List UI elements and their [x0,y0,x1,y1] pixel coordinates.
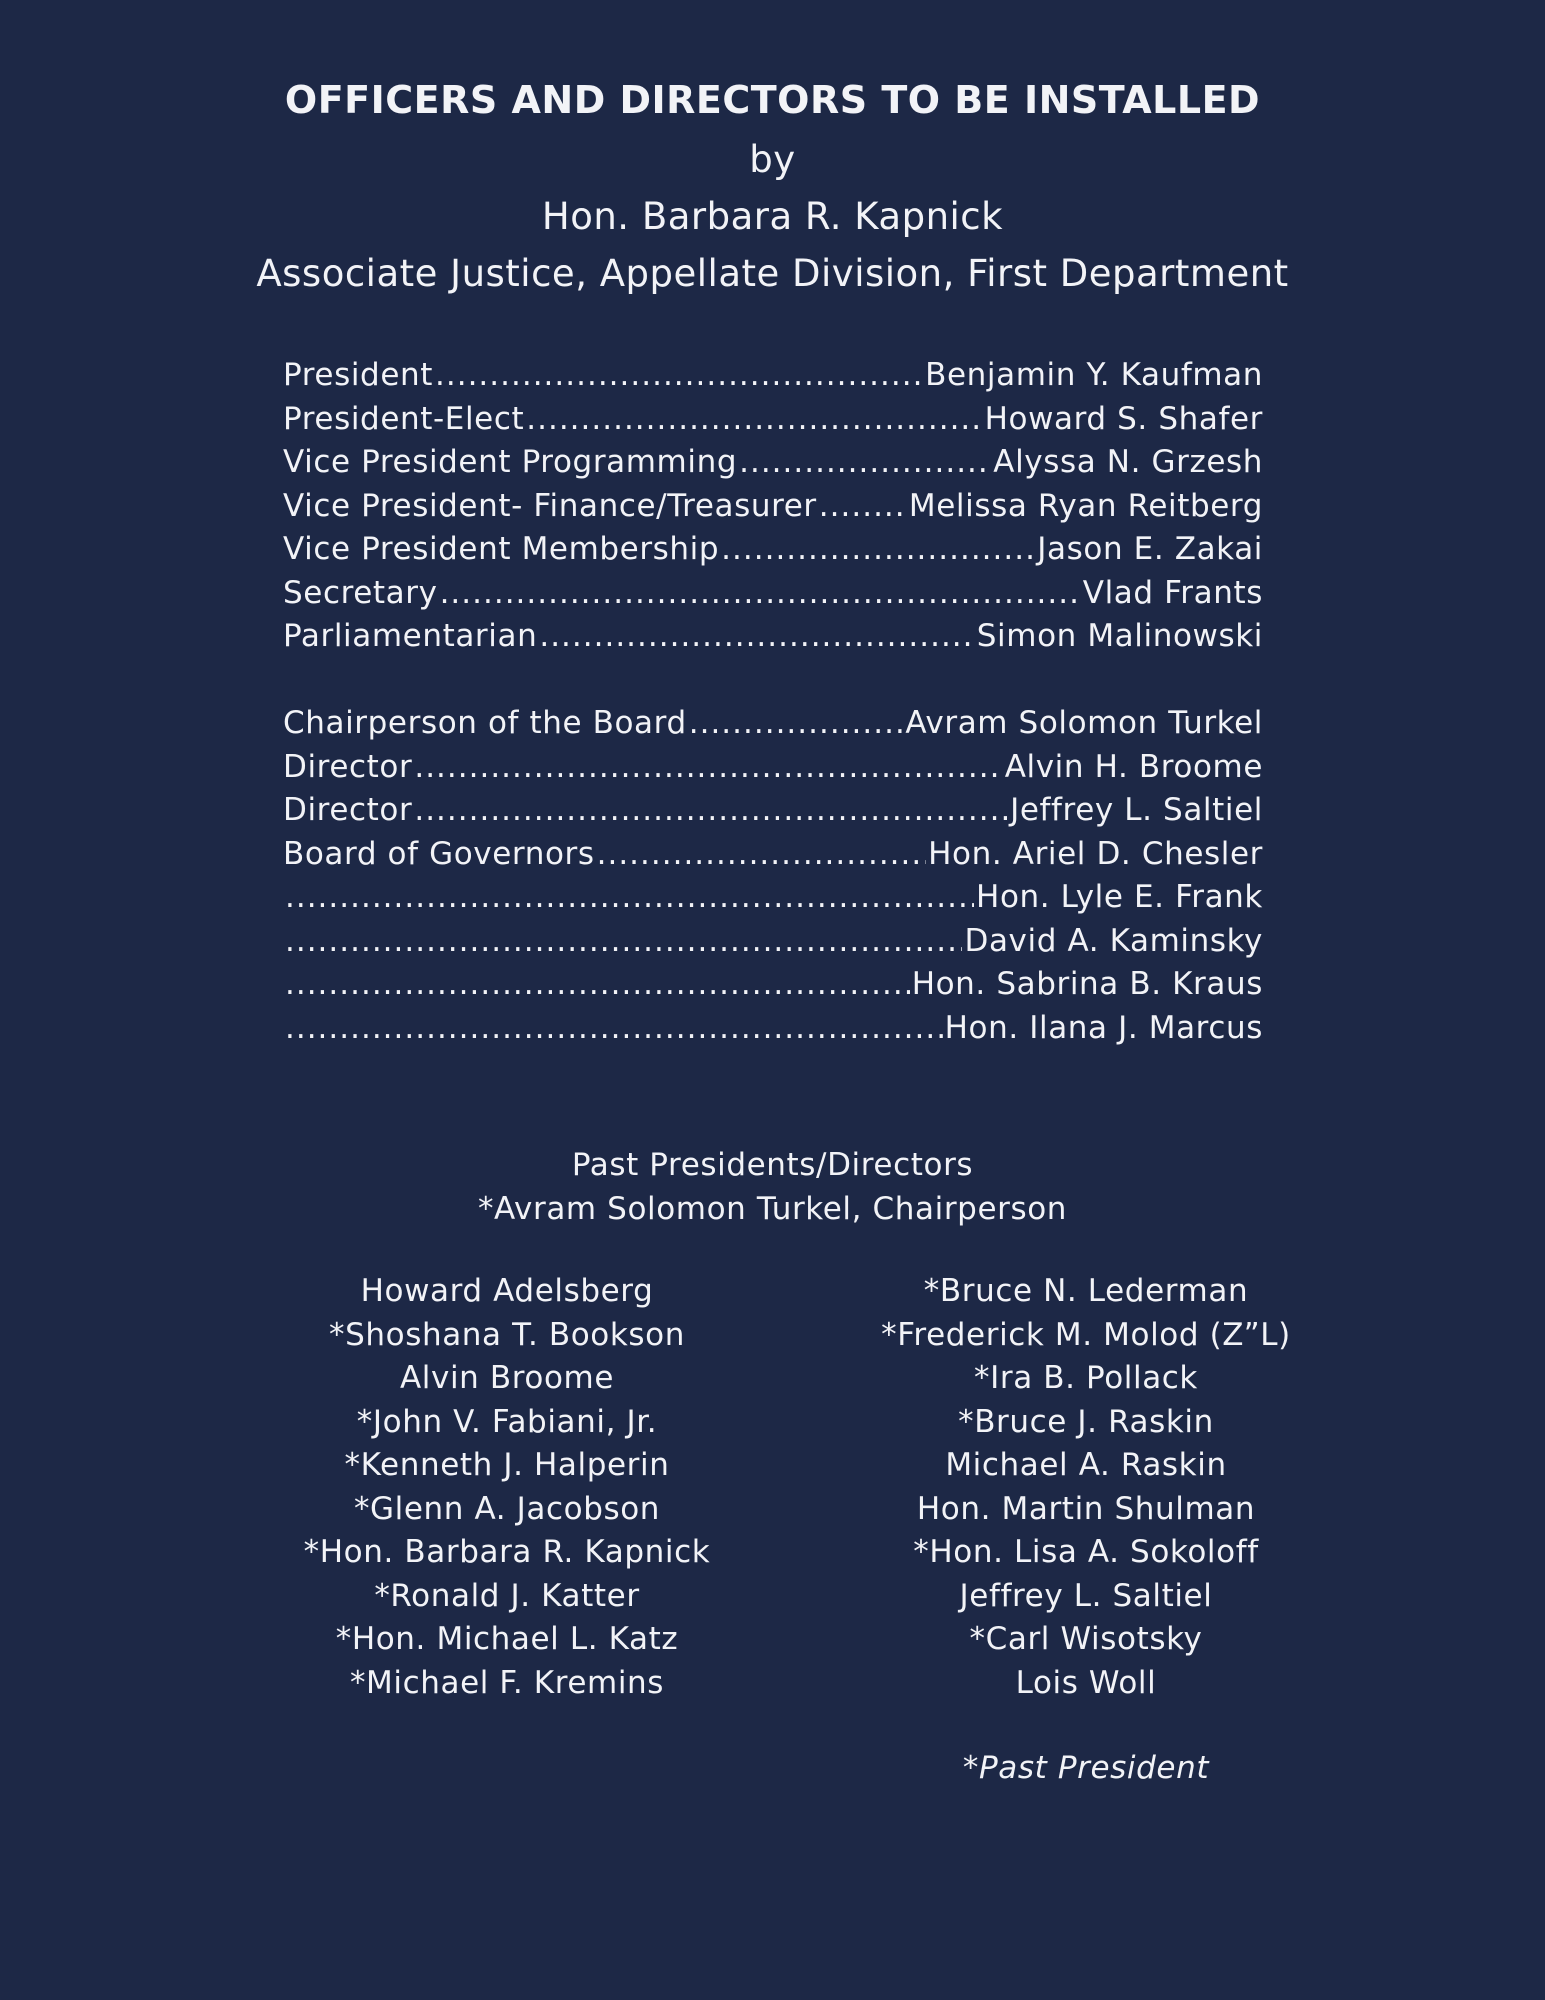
dot-leader [721,531,1035,567]
past-presidents-chair: *Avram Solomon Turkel, Chairperson [477,1190,1068,1227]
board-title: Board of Governors [283,835,595,872]
past-president-footnote: *Past President [962,1750,1210,1786]
board-member-name: Alvin H. Broome [1004,748,1263,785]
officer-name: Alyssa N. Grzesh [993,444,1263,480]
past-director-name: Hon. Martin Shulman [916,1490,1256,1527]
board-row [283,749,1263,793]
officer-row [283,357,1263,401]
officer-title: Vice President- Finance/Treasurer [283,487,817,524]
past-presidents-left-column [227,1270,787,1705]
past-presidents-heading: Past Presidents/Directors [571,1147,974,1183]
past-director-name: *Hon. Barbara R. Kapnick [303,1534,711,1570]
board-member-name: David A. Kaminsky [964,922,1263,959]
officer-row [283,618,1263,662]
past-director-name: *Bruce N. Lederman [923,1273,1249,1309]
board-row [283,966,1263,1010]
officer-title: Vice President Membership [283,531,720,567]
board-title: Director [283,748,413,785]
installer-name: Hon. Barbara R. Kapnick [541,195,1004,238]
officer-row [283,444,1263,488]
officer-title: President [283,357,434,393]
past-director-name: *Ira B. Pollack [974,1360,1198,1396]
dot-leader [539,618,974,654]
past-presidents-right-column [806,1270,1366,1705]
past-director-name: Alvin Broome [399,1360,614,1396]
past-director-name: *Michael F. Kremins [349,1664,665,1701]
board-row [283,923,1263,967]
board-row [283,836,1263,880]
past-director-name: Michael A. Raskin [945,1447,1227,1483]
officers-list [283,357,1263,662]
past-director-name: *Carl Wisotsky [969,1621,1203,1657]
dot-leader [285,923,962,959]
dot-leader [435,357,923,393]
dot-leader [819,488,907,524]
officer-title: Vice President Programming [283,444,738,480]
officer-name: Jason E. Zakai [1037,531,1263,567]
officer-title: Parliamentarian [283,618,538,654]
past-director-name: *Hon. Michael L. Katz [335,1621,679,1657]
board-title: Chairperson of the Board [283,705,687,741]
officer-row [283,575,1263,619]
by-line: by [749,138,796,181]
past-director-name: *Kenneth J. Halperin [344,1447,670,1483]
officer-row [283,401,1263,445]
dot-leader [285,879,974,915]
board-member-name: Hon. Ilana J. Marcus [944,1009,1263,1046]
past-director-name: *Ronald J. Katter [374,1577,640,1614]
dot-leader [285,966,910,1002]
dot-leader [739,444,991,480]
past-director-name: *Bruce J. Raskin [958,1403,1214,1440]
board-title: Director [283,792,413,828]
dot-leader [414,749,1002,785]
dot-leader [689,705,904,741]
officer-title: Secretary [283,574,438,611]
board-member-name: Jeffrey L. Saltiel [1010,792,1263,828]
past-director-name: *Shoshana T. Bookson [329,1316,685,1353]
officer-name: Vlad Frants [1082,574,1263,611]
board-member-name: Avram Solomon Turkel [905,705,1263,741]
past-director-name: *John V. Fabiani, Jr. [356,1403,658,1440]
page-title: OFFICERS AND DIRECTORS TO BE INSTALLED [284,78,1261,122]
dot-leader [526,401,982,437]
officer-name: Benjamin Y. Kaufman [925,357,1263,393]
past-director-name: Jeffrey L. Saltiel [959,1577,1213,1614]
board-member-name: Hon. Ariel D. Chesler [928,835,1263,872]
officer-name: Simon Malinowski [976,618,1263,654]
officer-title: President-Elect [283,400,525,437]
dot-leader [440,575,1081,611]
officer-name: Melissa Ryan Reitberg [908,487,1263,524]
board-row [283,879,1263,923]
officer-name: Howard S. Shafer [984,400,1263,437]
board-member-name: Hon. Lyle E. Frank [976,879,1263,915]
past-director-name: *Glenn A. Jacobson [353,1490,661,1527]
board-row [283,792,1263,836]
past-director-name: *Frederick M. Molod (Z”L) [881,1316,1291,1353]
past-director-name: Howard Adelsberg [360,1273,654,1309]
dot-leader [597,836,927,872]
board-list [283,705,1263,1053]
past-director-name: *Hon. Lisa A. Sokoloff [913,1534,1259,1570]
officer-row [283,531,1263,575]
board-row [283,705,1263,749]
installer-role: Associate Justice, Appellate Division, First Department [256,252,1289,295]
dot-leader [285,1010,943,1046]
past-presidents-heading-block [0,1144,1545,1231]
officer-row [283,488,1263,532]
dot-leader [414,792,1008,828]
board-member-name: Hon. Sabrina B. Kraus [911,966,1263,1002]
past-director-name: Lois Woll [1015,1664,1157,1701]
board-row [283,1010,1263,1054]
